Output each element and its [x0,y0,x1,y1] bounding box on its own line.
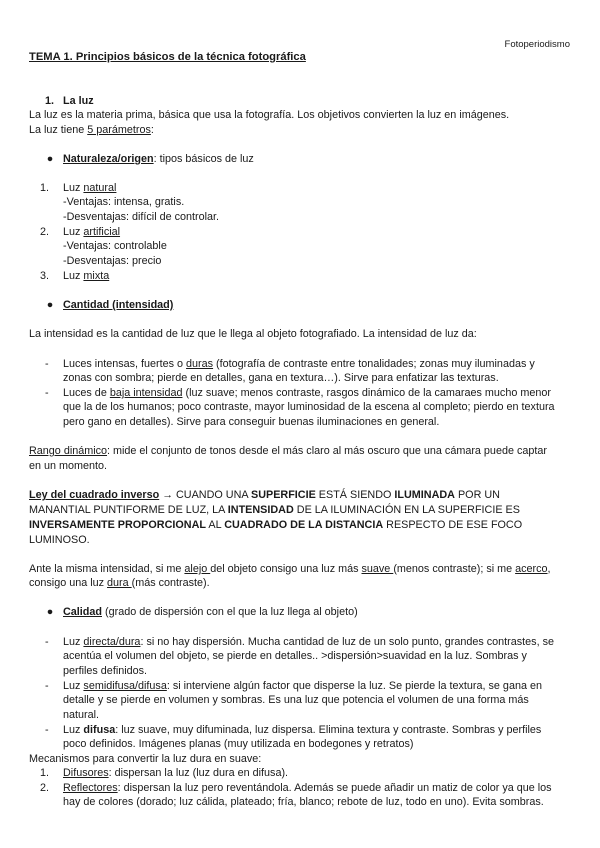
list-number: 3. [39,270,49,282]
misma-paragraph-cont: consigo una luz dura (más contraste). [29,577,210,589]
list-item: Luz semidifusa/difusa: si interviene algún factor que disperse la luz. Se pierde la textura, se gana en [63,680,542,692]
list-item: Luces de baja intensidad (luz suave; menos contraste, rasgos dinámico de la camaraes mucho menor [63,387,551,399]
list-item-cont: poco definidos. Imágenes planas (muy utilizada en bodegones y retratos) [63,738,414,750]
page-title: TEMA 1. Principios básicos de la técnica fotográfica [29,51,306,63]
list-item-cont: zonas con sombra; pierde en detalles, gana en textura…). Sirve para enfatizar las texturas. [63,372,499,384]
section-heading: La luz [63,95,94,107]
naturaleza-heading: Naturaleza/origen: tipos básicos de luz [63,153,254,165]
dash-marker: - [45,680,49,692]
list-item-cont: acentúa el volumen del objeto, se pierde en detalles.. >dispersión>suavidad en la luz. Sombras y [63,650,527,662]
list-detail: -Desventajas: precio [63,255,162,267]
list-number: 1. [39,767,49,779]
list-item-cont: pero gano en detalles). Sirve para conseguir buenas iluminaciones en general. [63,416,440,428]
ley-paragraph: Ley del cuadrado inverso → CUANDO UNA SUPERFICIE ESTÁ SIENDO ILUMINADA POR UN [29,489,500,501]
rango-paragraph: Rango dinámico: mide el conjunto de tonos desde el más claro al más oscuro que una cámara puede captar [29,445,547,457]
list-item: Luz natural [63,182,117,194]
mecanismos-intro: Mecanismos para convertir la luz dura en suave: [29,753,262,765]
list-item: Luz directa/dura: si no hay dispersión. Mucha cantidad de luz de un solo punto, grandes contrastes, se [63,636,554,648]
dash-marker: - [45,387,49,399]
header-course: Fotoperiodismo [504,39,570,50]
list-detail: -Desventajas: difícil de controlar. [63,211,220,223]
ley-paragraph-cont: INVERSAMENTE PROPORCIONAL AL CUADRADO DE LA DISTANCIA RESPECTO DE ESE FOCO [29,519,523,531]
ley-paragraph-cont: LUMINOSO. [29,534,90,546]
dash-marker: - [45,358,49,370]
bullet-icon: ● [46,299,54,311]
list-item: Luz artificial [63,226,121,238]
dash-marker: - [45,636,49,648]
list-item: Luz mixta [63,270,110,282]
list-item: Luces intensas, fuertes o duras (fotografía de contraste entre tonalidades; zonas muy iluminadas y [63,358,535,370]
section-intro: La luz es la materia prima, básica que usa la fotografía. Los objetivos convierten la luz en imágenes. [29,109,510,121]
rango-paragraph-cont: en un momento. [29,460,108,472]
list-item-cont: hay de colores (dorado; luz cálida, plateado; fría, blanco; rebote de luz, todo en uno). Evita sombras. [63,796,544,808]
dash-marker: - [45,724,49,736]
bullet-icon: ● [46,606,54,618]
cantidad-heading: Cantidad (intensidad) [63,299,174,311]
list-item: Luz difusa: luz suave, muy difuminada, luz dispersa. Elimina textura y contraste. Sombras y perfiles [63,724,542,736]
section-number: 1. [45,95,55,107]
ley-paragraph-cont: MANANTIAL PUNTIFORME DE LUZ, LA INTENSIDAD DE LA ILUMINACIÓN EN LA SUPERFICIE ES [29,504,520,516]
list-number: 2. [39,226,49,238]
list-item-cont: natural. [63,709,100,721]
list-item-cont: perfiles definidos. [63,665,148,677]
list-item: Difusores: dispersan la luz (luz dura en difusa). [63,767,289,779]
list-detail: -Ventajas: intensa, gratis. [63,196,185,208]
list-number: 2. [39,782,49,794]
list-detail: -Ventajas: controlable [63,240,167,252]
list-item-cont: detalle y se pierde en volumen y sombras. Es una luz que potencia el volumen de una forma más [63,694,529,706]
bullet-icon: ● [46,153,54,165]
list-item-cont: que la de los humanos; poco contraste, mayor luminosidad de la escena al completo; pierdo en textura [63,401,555,413]
calidad-heading: Calidad (grado de dispersión con el que la luz llega al objeto) [63,606,358,618]
cantidad-intro: La intensidad es la cantidad de luz que le llega al objeto fotografiado. La intensidad de luz da: [29,328,477,340]
params-line: La luz tiene 5 parámetros: [29,124,154,136]
list-item: Reflectores: dispersan la luz pero reventándola. Además se puede añadir un matiz de color ya que los [63,782,552,794]
list-number: 1. [39,182,49,194]
misma-paragraph: Ante la misma intensidad, si me alejo del objeto consigo una luz más suave (menos contraste); si me acerco, [29,563,551,575]
